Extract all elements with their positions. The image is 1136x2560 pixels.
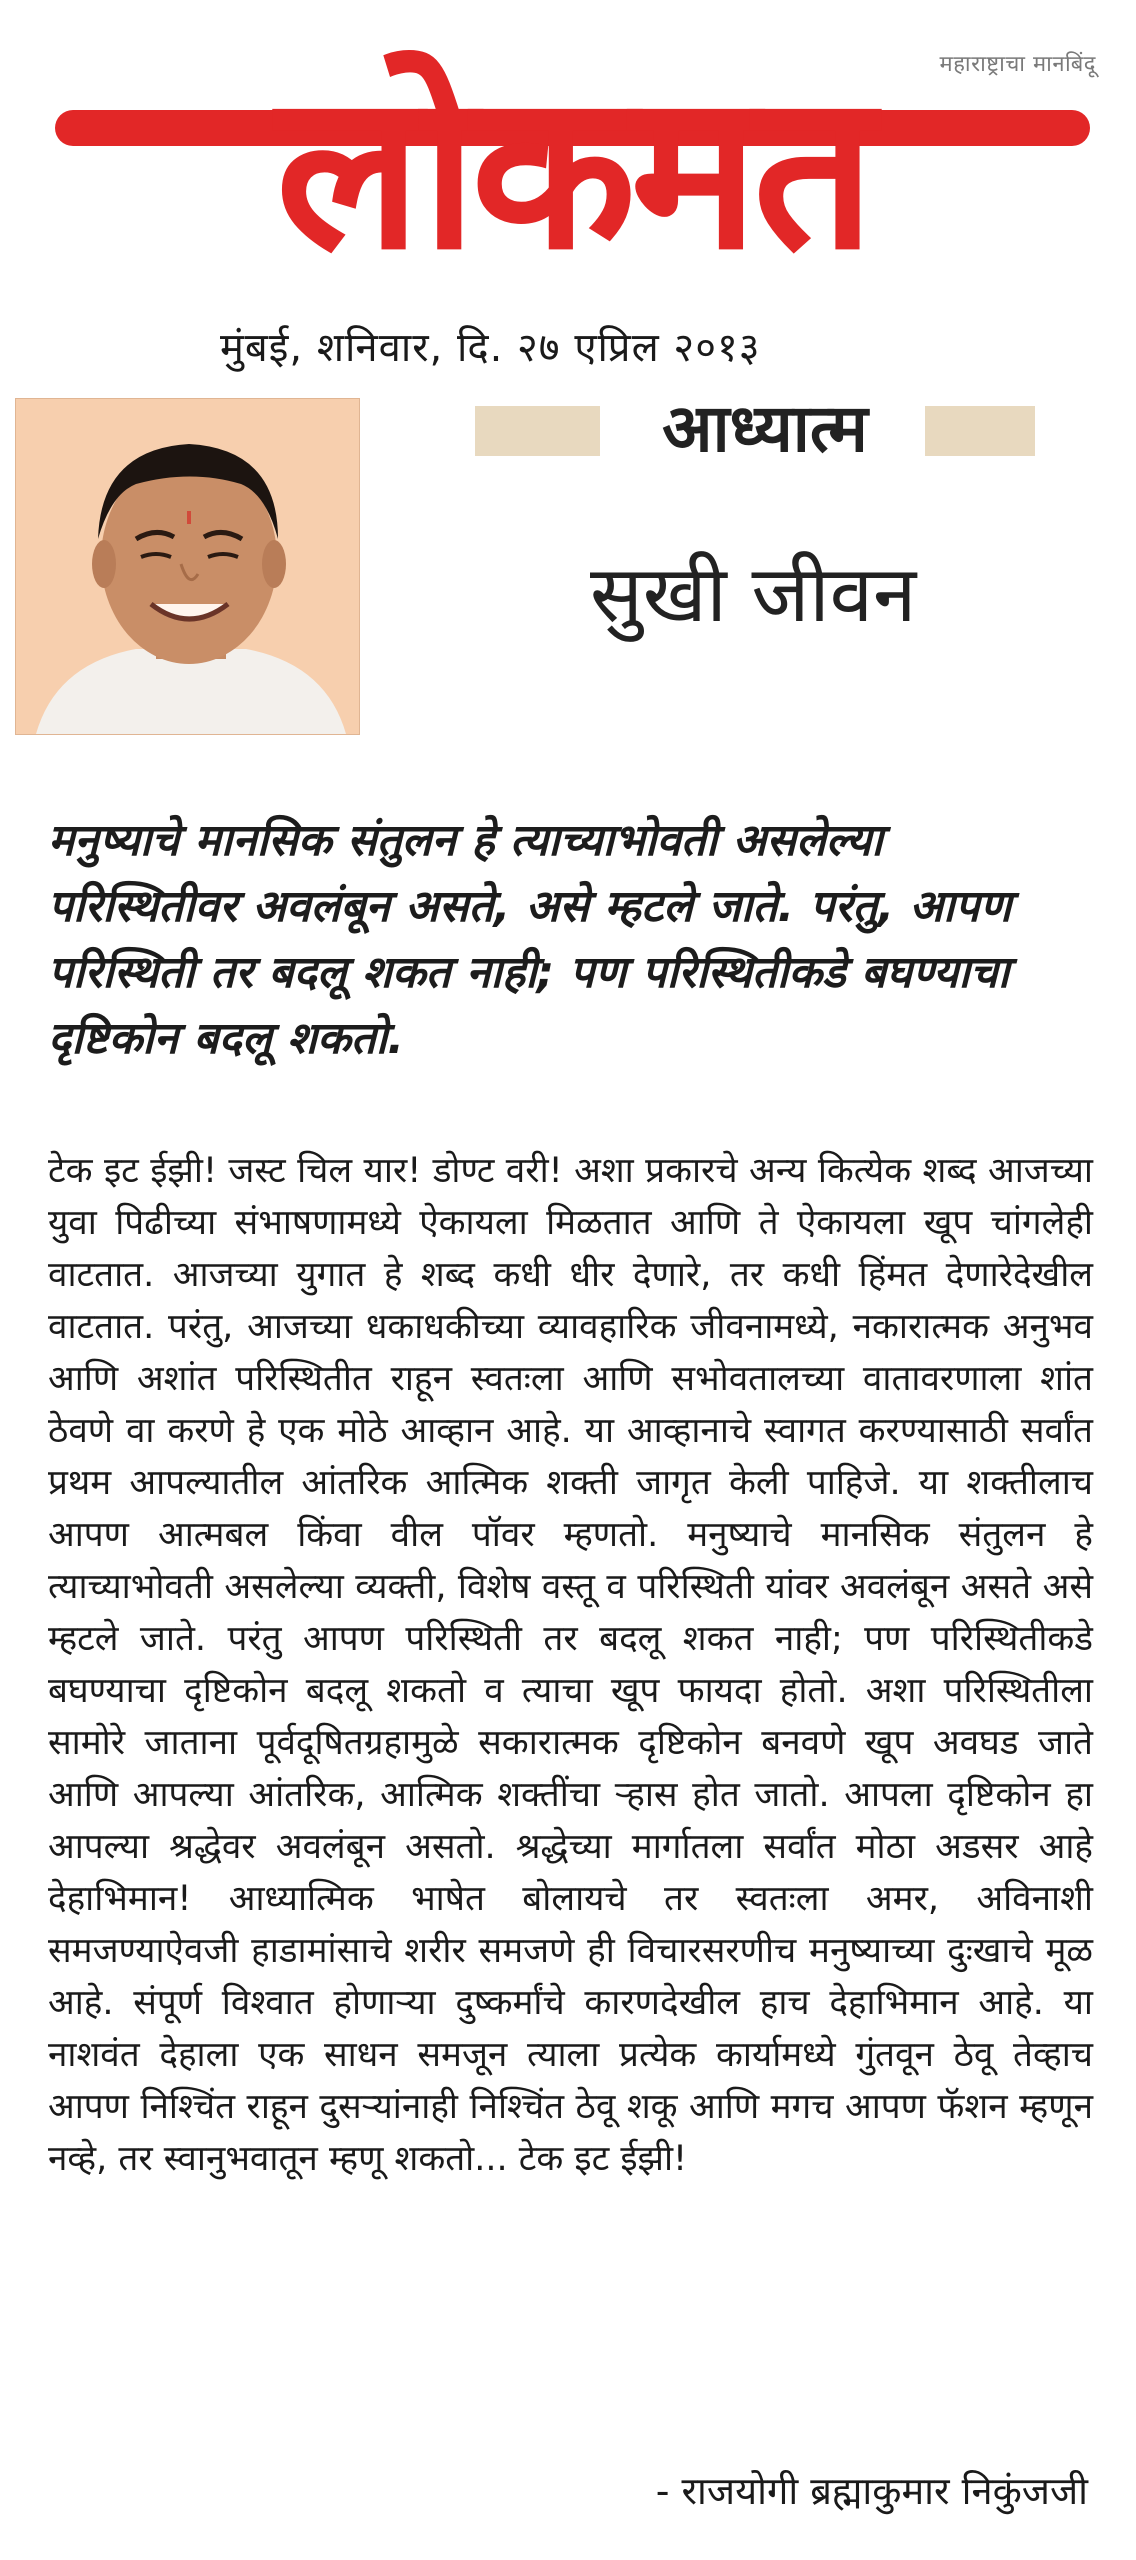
masthead-name: लोकमत xyxy=(275,46,870,297)
article-author: - राजयोगी ब्रह्माकुमार निकुंजजी xyxy=(655,2469,1088,2513)
tagline: महाराष्ट्राचा मानबिंदू xyxy=(939,52,1096,77)
article-title: सुखी जीवन xyxy=(590,550,917,640)
section-bar-right xyxy=(925,406,1035,456)
section-bar-left xyxy=(475,406,600,456)
section-label: आध्यात्म xyxy=(662,390,868,467)
author-photo xyxy=(15,398,360,735)
portrait-image xyxy=(16,399,359,734)
article-intro: मनुष्याचे मानसिक संतुलन हे त्याच्याभोवती असलेल्या परिस्थितीवर अवलंबून असते, असे म्हटले जाते. परंतु, आपण परिस्थिती तर बदलू शकत नाही; पण परिस्थितीकडे बघण्याचा दृष्टिकोन बदलू शकतो. xyxy=(48,815,1012,1064)
article-body: टेक इट ईझी! जस्ट चिल यार! डोण्ट वरी! अशा प्रकारचे अन्य कित्येक शब्द आजच्या युवा पिढीच्या संभाषणामध्ये ऐकायला मिळतात आणि ते ऐकायला खूप चांगलेही वाटतात. आजच्या युगात हे शब्द कधी धीर देणारे, तर कधी हिंमत देणारेदेखील वाटतात. परंतु, आजच्या धकाधकीच्या व्यावहारिक जीवनामध्ये, नकारात्मक अनुभव आणि अशांत परिस्थितीत राहून स्वतःला आणि सभोवतालच्या वातावरणाला शांत ठेवणे वा करणे हे एक मोठे आव्हान आहे. या आव्हानाचे स्वागत करण्यासाठी सर्वांत प्रथम आपल्यातील आंतरिक आत्मिक शक्ती जागृत केली पाहिजे. या शक्तीलाच आपण आत्मबल किंवा वील पॉवर म्हणतो. मनुष्याचे मानसिक संतुलन हे त्याच्याभोवती असलेल्या व्यक्ती, विशेष वस्तू व परिस्थिती यांवर अवलंबून असते असे म्हटले जाते. परंतु आपण परिस्थिती तर बदलू शकत नाही; पण परिस्थितीकडे बघण्याचा दृष्टिकोन बदलू शकतो व त्याचा खूप फायदा होतो. अशा परिस्थितीला सामोरे जाताना पूर्वदूषितग्रहामुळे सकारात्मक दृष्टिकोन बनवणे खूप अवघड जाते आणि आपल्या आंतरिक, आत्मिक शक्तींचा ऱ्हास होत जातो. आपला दृष्टिकोन हा आपल्या श्रद्धेवर अवलंबून असतो. श्रद्धेच्या मार्गातला सर्वांत मोठा अडसर आहे देहाभिमान! आध्यात्मिक भाषेत बोलायचे तर स्वतःला अमर, अविनाशी समजण्याऐवजी हाडामांसाचे शरीर समजणे ही विचारसरणीच मनुष्याच्या दुःखाचे मूळ आहे. संपूर्ण विश्वात होणाऱ्या दुष्कर्मांचे कारणदेखील हाच देहाभिमान आहे. या नाशवंत देहाला एक साधन समजून त्याला प्रत्येक कार्यामध्ये गुंतवून ठेवू तेव्हाच आपण निश्चिंत राहून दुसऱ्यांनाही निश्चिंत ठेवू शकू आणि मगच आपण फॅशन म्हणून नव्हे, तर स्वानुभवातून म्हणू शकतो... टेक इट ईझी! xyxy=(48,1151,1093,2179)
masthead-logo xyxy=(55,22,1090,307)
dateline: मुंबई, शनिवार, दि. २७ एप्रिल २०१३ xyxy=(220,325,761,371)
section-header xyxy=(475,392,1035,466)
